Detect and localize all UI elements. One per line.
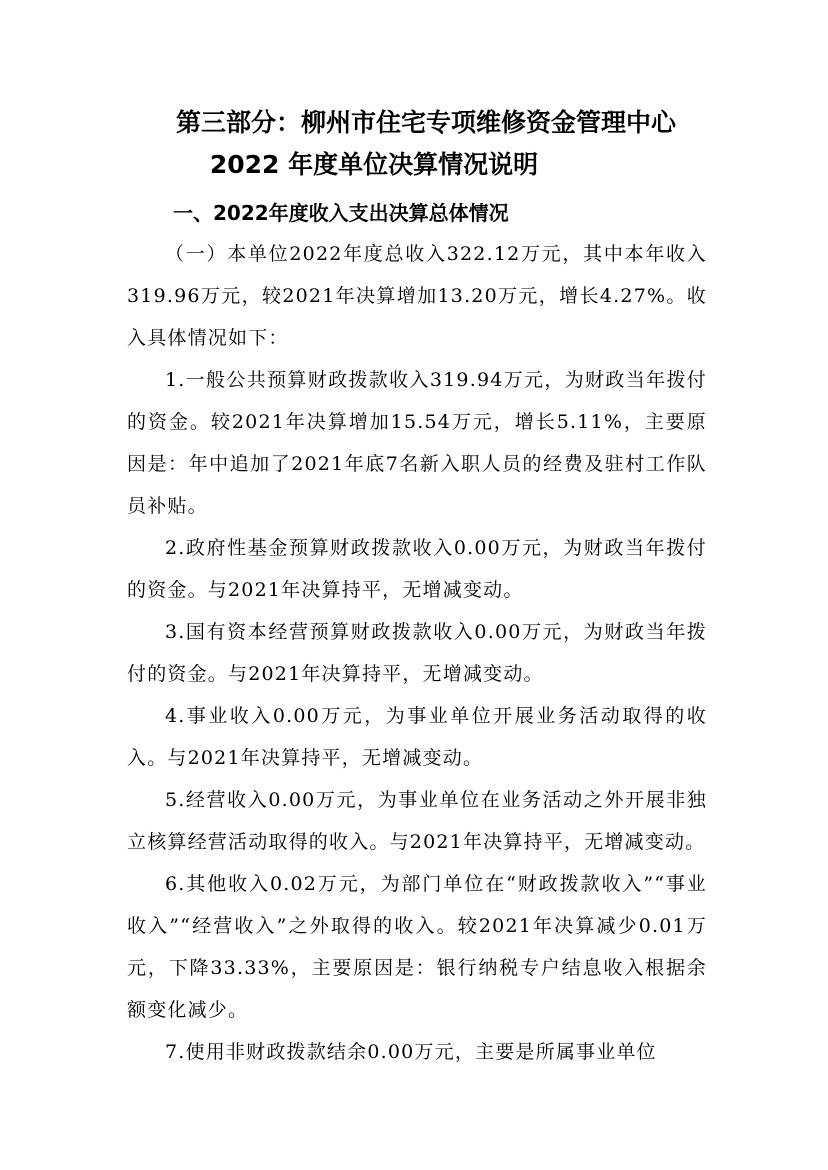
paragraph-operating-income: 5.经营收入0.00万元，为事业单位在业务活动之外开展非独立核算经营活动取得的收入。与2021年决算持平，无增减变动。 — [127, 789, 707, 853]
paragraph-non-fiscal-balance: 7.使用非财政拨款结余0.00万元，主要是所属事业单位 — [165, 1041, 657, 1063]
paragraph-total-income: （一）本单位2022年度总收入322.12万元，其中本年收入319.96万元，较2021年决算增加13.20万元，增长4.27%。收入具体情况如下： — [127, 243, 707, 349]
document-title-line-2: 2022 年度单位决算情况说明 — [209, 150, 539, 179]
paragraph-state-capital: 3.国有资本经营预算财政拨款收入0.00万元，为财政当年拨付的资金。与2021年决算持平，无增减变动。 — [127, 621, 707, 685]
document-title-line-1: 第三部分：柳州市住宅专项维修资金管理中心 — [175, 108, 676, 137]
paragraph-general-budget: 1.一般公共预算财政拨款收入319.94万元，为财政当年拨付的资金。较2021年决算增加15.54万元，增长5.11%，主要原因是：年中追加了2021年底7名新入职人员的经费及驻村工作队员补贴。 — [127, 369, 707, 517]
paragraph-government-fund: 2.政府性基金预算财政拨款收入0.00万元，为财政当年拨付的资金。与2021年决算持平，无增减变动。 — [127, 537, 707, 601]
section-heading: 一、2022年度收入支出决算总体情况 — [173, 201, 509, 225]
paragraph-other-income: 6.其他收入0.02万元，为部门单位在“财政拨款收入”“事业收入”“经营收入”之外取得的收入。较2021年决算减少0.01万元，下降33.33%，主要原因是：银行纳税专户结息收入根据余额变化减少。 — [127, 873, 707, 1021]
paragraph-business-income: 4.事业收入0.00万元，为事业单位开展业务活动取得的收入。与2021年决算持平，无增减变动。 — [127, 705, 707, 769]
document-body — [127, 233, 707, 1073]
